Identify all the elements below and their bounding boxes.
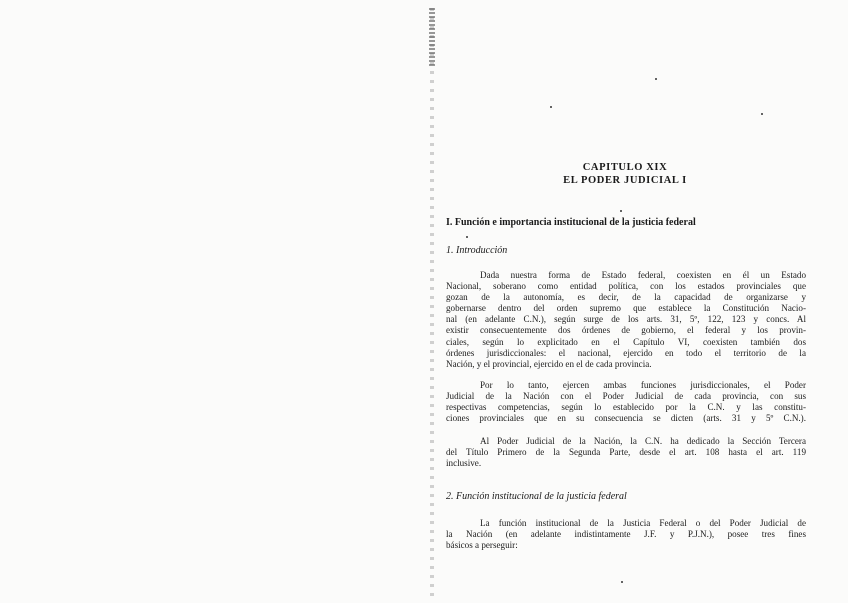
text-line: del Título Primero de la Segunda Parte, desde el art. 108 hasta el art. 119 — [446, 447, 806, 458]
text-line: Dada nuestra forma de Estado federal, coexisten en él un Estado — [480, 270, 806, 280]
text-line: inclusive. — [446, 458, 482, 469]
text-line: Al Poder Judicial de la Nación, la C.N. ha dedicado la Sección Tercera — [480, 436, 806, 446]
text-line: nal (en adelante C.N.), según surge de los arts. 31, 5º, 122, 123 y concs. Al — [446, 314, 806, 325]
section-heading: I. Función e importancia institucional de la justicia federal — [446, 217, 696, 228]
text-line: ciales, según lo explicitado en el Capítulo VI, coexisten también dos — [446, 336, 806, 347]
scan-speck — [761, 113, 763, 115]
text-line: básicos a perseguir: — [446, 540, 518, 551]
binding-edge-mark — [429, 8, 435, 68]
text-line: Nacional, soberano como entidad política, con los estados provinciales que — [446, 281, 806, 292]
chapter-title: EL PODER JUDICIAL I — [563, 175, 687, 186]
text-line: existir consecuentemente dos órdenes de gobierno, el federal y los provin- — [446, 325, 806, 336]
scan-speck — [655, 78, 657, 80]
scan-speck — [621, 581, 623, 583]
paragraph-3 — [446, 436, 806, 469]
subheading-funcion: 2. Función institucional de la justicia federal — [446, 491, 627, 502]
paragraph-4 — [446, 518, 806, 551]
text-line: ciones provinciales que en su consecuencia se dicten (arts. 31 y 5º C.N.). — [446, 413, 806, 424]
scan-speck — [466, 236, 468, 238]
subheading-introduccion: 1. Introducción — [446, 245, 508, 256]
paragraph-1 — [446, 270, 806, 370]
text-line: Por lo tanto, ejercen ambas funciones jurisdiccionales, el Poder — [480, 380, 806, 390]
text-line: Judicial de la Nación con el Poder Judicial de cada provincia, con sus — [446, 391, 806, 402]
text-line: Nación, y el provincial, ejercido en el de cada provincia. — [446, 358, 652, 369]
binding-edge — [430, 8, 434, 598]
text-line: respectivas competencias, según lo establecido por la C.N. y las constitu- — [446, 402, 806, 413]
text-line: gozan de la autonomía, es decir, de la capacidad de organizarse y — [446, 292, 806, 303]
chapter-number: CAPITULO XIX — [582, 162, 668, 173]
text-line: La función institucional de la Justicia Federal o del Poder Judicial de — [480, 518, 806, 528]
scan-speck — [620, 210, 622, 212]
paragraph-2 — [446, 380, 806, 424]
scan-speck — [550, 106, 552, 108]
text-line: gobernarse dentro del orden supremo que establece la Constitución Nacio- — [446, 303, 806, 314]
text-line: la Nación (en adelante indistintamente J.F. y P.J.N.), posee tres fines — [446, 529, 806, 540]
text-line: órdenes jurisdiccionales: el nacional, ejercido en todo el territorio de la — [446, 347, 806, 358]
